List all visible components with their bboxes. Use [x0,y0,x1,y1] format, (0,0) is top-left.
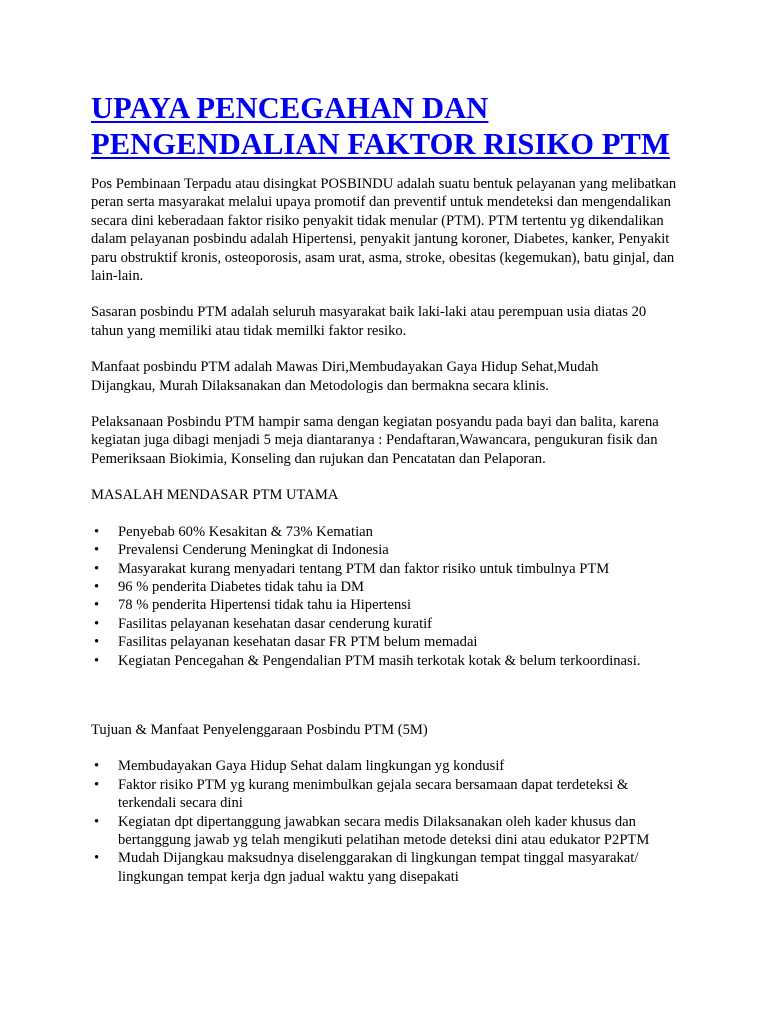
bullet-icon: • [94,634,100,651]
bullet-icon: • [94,597,100,614]
problems-list [91,523,691,670]
bullet-icon: • [94,578,100,595]
bullet-icon: • [94,615,100,632]
bullet-icon: • [94,758,100,775]
bullet-icon: • [94,652,100,669]
list-item: • Fasilitas pelayanan kesehatan dasar FR PTM belum memadai [94,634,478,651]
list-item: • Kegiatan Pencegahan & Pengendalian PTM masih terkotak kotak & belum terkoordinasi. [94,652,641,669]
implementation-paragraph: Pelaksanaan Posbindu PTM hampir sama dengan kegiatan posyandu pada bayi dan balita, karena kegiatan juga dibagi menjadi 5 meja diantaranya : Pendaftaran,Wawancara, pengukuran fisik dan Pemeriksaan Biokimia, Konseling dan rujukan dan Pencatatan dan Pelaporan. [91,414,659,467]
list-item: • 96 % penderita Diabetes tidak tahu ia DM [94,578,364,595]
document-page [91,90,691,886]
list-item: • Masyarakat kurang menyadari tentang PTM dan faktor risiko untuk timbulnya PTM [94,560,610,577]
list-item: • Faktor risiko PTM yg kurang menimbulkan gejala secara bersamaan dapat terdeteksi & terkendali secara dini [94,776,629,812]
section-spacer [91,670,691,703]
bullet-icon: • [94,523,100,540]
title-line-1: UPAYA PENCEGAHAN DAN [91,91,489,125]
bullet-icon: • [94,560,100,577]
list-item: • Membudayakan Gaya Hidup Sehat dalam lingkungan yg kondusif [94,758,505,775]
title-line-2: PENGENDALIAN FAKTOR RISIKO PTM [91,127,670,161]
intro-paragraph: Pos Pembinaan Terpadu atau disingkat POSBINDU adalah suatu bentuk pelayanan yang melibatkan peran serta masyarakat melalui upaya promotif dan preventif untuk mendeteksi dan mengendalikan secara dini keberadaan faktor risiko penyakit tidak menular (PTM). PTM tertentu yg dikendalikan dalam pelayanan posbindu adalah Hipertensi, penyakit jantung koroner, Diabetes, kanker, Penyakit paru obstruktif kronis, osteoporosis, asam urat, asma, stroke, obesitas (kegemukan), batu ginjal, dan lain-lain. [91,176,677,285]
list-item: • Penyebab 60% Kesakitan & 73% Kematian [94,523,373,540]
section-heading-goals: Tujuan & Manfaat Penyelenggaraan Posbindu PTM (5M) [91,721,428,738]
list-item: • Fasilitas pelayanan kesehatan dasar cenderung kuratif [94,615,433,632]
page-title [91,90,691,162]
list-item: • Kegiatan dpt dipertanggung jawabkan secara medis Dilaksanakan oleh kader khusus dan bertanggung jawab yg telah mengikuti pelatihan metode deteksi dini atau edukator P2PTM [94,813,650,848]
list-item: • Mudah Dijangkau maksudnya diselenggarakan di lingkungan tempat tinggal masyarakat/ lingkungan tempat kerja dgn jadual waktu yang disepakati [94,850,639,885]
benefit-paragraph: Manfaat posbindu PTM adalah Mawas Diri,Membudayakan Gaya Hidup Sehat,Mudah Dijangkau, Murah Dilaksanakan dan Metodologis dan bermakna secara klinis. [91,359,599,394]
list-item: • Prevalensi Cenderung Meningkat di Indonesia [94,542,389,559]
title-link[interactable] [91,91,670,161]
bullet-icon: • [94,850,100,867]
bullet-icon: • [94,776,100,793]
section-heading-problems: MASALAH MENDASAR PTM UTAMA [91,487,339,504]
bullet-icon: • [94,813,100,830]
list-item: • 78 % penderita Hipertensi tidak tahu ia Hipertensi [94,597,412,614]
target-paragraph: Sasaran posbindu PTM adalah seluruh masyarakat baik laki-laki atau perempuan usia diatas 20 tahun yang memiliki atau tidak memilki faktor resiko. [91,304,647,339]
bullet-icon: • [94,542,100,559]
goals-list [91,757,681,886]
